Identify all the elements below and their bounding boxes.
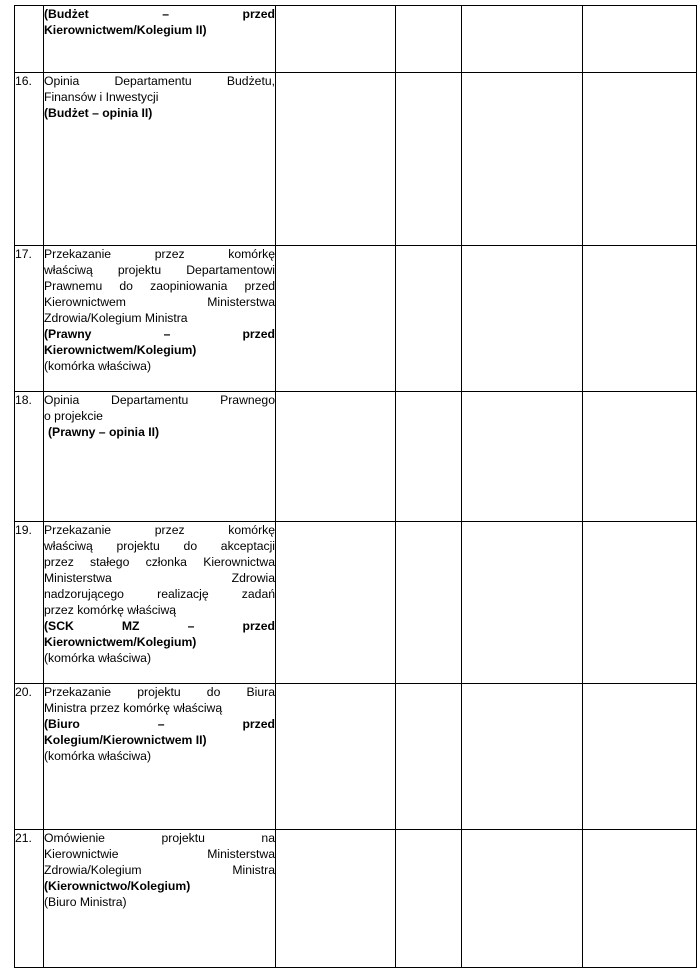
empty-cell bbox=[276, 6, 396, 73]
row-number: 21. bbox=[15, 830, 44, 968]
row-number: 17. bbox=[15, 246, 44, 392]
row-description: Przekazanie projektu do Biura Ministra przez komórkę właściwą (Biuro – przed Kolegium/Kierownictwem II) (komórka właściwa) bbox=[44, 684, 276, 830]
row-description: Przekazanie przez komórkę właściwą projektu do akceptacji przez stałego członka Kierownictwa Ministerstwa Zdrowia nadzorującego realizację zadań przez komórkę właściwą (SCK MZ – przed Kierownictwem/Kolegium) (komórka właściwa) bbox=[44, 522, 276, 684]
table-row bbox=[15, 6, 697, 73]
empty-cell bbox=[462, 830, 583, 968]
table-row bbox=[15, 684, 697, 830]
empty-cell bbox=[583, 830, 697, 968]
table-row bbox=[15, 73, 697, 246]
empty-cell bbox=[583, 73, 697, 246]
empty-cell bbox=[462, 73, 583, 246]
table-row bbox=[15, 246, 697, 392]
row-description: Omówienie projektu na Kierownictwie Ministerstwa Zdrowia/Kolegium Ministra (Kierownictwo/Kolegium) (Biuro Ministra) bbox=[44, 830, 276, 968]
empty-cell bbox=[396, 684, 462, 830]
row-description: Opinia Departamentu Prawnego o projekcie (Prawny – opinia II) bbox=[44, 392, 276, 522]
empty-cell bbox=[276, 73, 396, 246]
empty-cell bbox=[462, 6, 583, 73]
table-row bbox=[15, 392, 697, 522]
empty-cell bbox=[462, 392, 583, 522]
row-number: 16. bbox=[15, 73, 44, 246]
empty-cell bbox=[276, 246, 396, 392]
procedure-table bbox=[14, 5, 697, 968]
table-row bbox=[15, 522, 697, 684]
empty-cell bbox=[462, 684, 583, 830]
empty-cell bbox=[396, 246, 462, 392]
empty-cell bbox=[396, 73, 462, 246]
empty-cell bbox=[396, 830, 462, 968]
empty-cell bbox=[462, 246, 583, 392]
row-description: Przekazanie przez komórkę właściwą projektu Departamentowi Prawnemu do zaopiniowania przed Kierownictwem Ministerstwa Zdrowia/Kolegium Ministra (Prawny – przed Kierownictwem/Kolegium) (komórka właściwa) bbox=[44, 246, 276, 392]
empty-cell bbox=[396, 392, 462, 522]
table-row bbox=[15, 830, 697, 968]
empty-cell bbox=[276, 392, 396, 522]
row-number: 18. bbox=[15, 392, 44, 522]
row-description: Opinia Departamentu Budżetu, Finansów i Inwestycji (Budżet – opinia II) bbox=[44, 73, 276, 246]
empty-cell bbox=[396, 522, 462, 684]
empty-cell bbox=[583, 392, 697, 522]
row-number: 20. bbox=[15, 684, 44, 830]
empty-cell bbox=[276, 684, 396, 830]
empty-cell bbox=[276, 830, 396, 968]
empty-cell bbox=[583, 246, 697, 392]
empty-cell bbox=[276, 522, 396, 684]
row-description: (Budżet – przed Kierownictwem/Kolegium II) bbox=[44, 6, 276, 73]
row-number bbox=[15, 6, 44, 73]
empty-cell bbox=[583, 6, 697, 73]
empty-cell bbox=[462, 522, 583, 684]
row-number: 19. bbox=[15, 522, 44, 684]
empty-cell bbox=[583, 522, 697, 684]
empty-cell bbox=[583, 684, 697, 830]
empty-cell bbox=[396, 6, 462, 73]
